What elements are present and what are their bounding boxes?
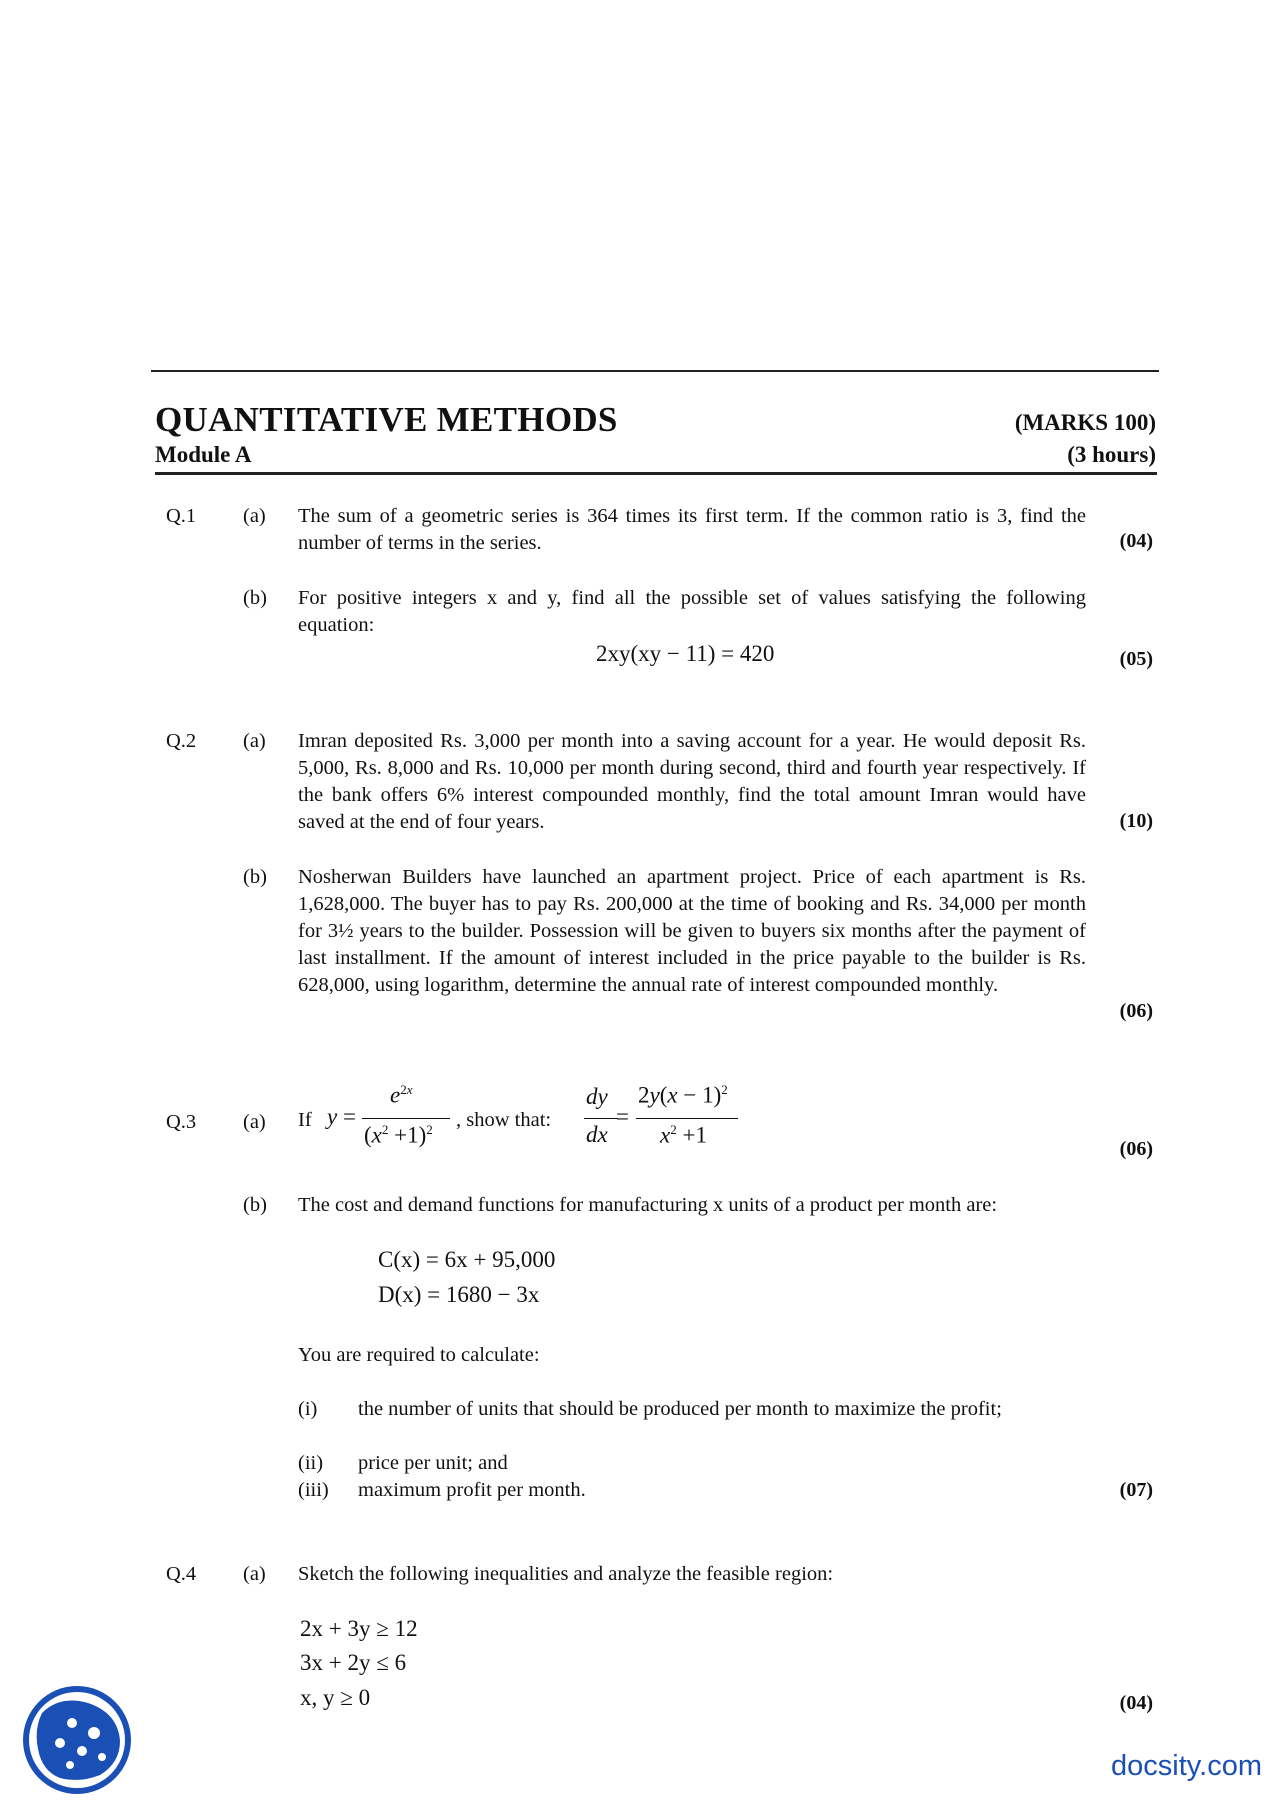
- q3a-dy: dy: [586, 1084, 608, 1109]
- q3a-rhs-bar: [636, 1118, 738, 1119]
- q3a-marks: (06): [1119, 1138, 1153, 1160]
- total-marks: (MARKS 100): [1014, 410, 1156, 435]
- q3b-label: (b): [243, 1194, 267, 1216]
- q3b-item-ii-text: price per unit; and: [358, 1452, 508, 1474]
- q3b-item-iii-label: (iii): [298, 1479, 329, 1501]
- q4a-inequality-1: 2x + 3y ≥ 12: [300, 1616, 418, 1641]
- q3a-lhs: y =: [327, 1104, 356, 1129]
- q3b-required: You are required to calculate:: [298, 1344, 540, 1366]
- brand-watermark[interactable]: docsity.com: [1111, 1750, 1262, 1782]
- q4a-label: (a): [243, 1563, 266, 1585]
- q3a-label: (a): [243, 1111, 266, 1133]
- q3a-dx: dx: [586, 1122, 608, 1147]
- q1a-label: (a): [243, 505, 266, 527]
- q3b-item-ii-label: (ii): [298, 1452, 324, 1474]
- q3b-demand-function: D(x) = 1680 − 3x: [378, 1282, 540, 1307]
- q2a-label: (a): [243, 730, 266, 752]
- q3b-text: The cost and demand functions for manufacturing x units of a product per month are:: [298, 1194, 998, 1216]
- q3b-marks: (07): [1119, 1479, 1153, 1501]
- q3a-equals: =: [616, 1104, 629, 1129]
- docsity-logo-icon: [20, 1683, 135, 1798]
- q3b-item-i-text: the number of units that should be produced per month to maximize the profit;: [358, 1398, 1002, 1420]
- q1b-equation: 2xy(xy − 11) = 420: [596, 641, 775, 666]
- q3a-fraction-bar: [362, 1118, 450, 1119]
- q3a-show-that: , show that:: [456, 1109, 552, 1131]
- q4a-inequality-2: 3x + 2y ≤ 6: [300, 1650, 407, 1675]
- q3-number: Q.3: [166, 1111, 197, 1133]
- q3a-rhs-denominator: $x^2 +1$: [660, 1122, 707, 1148]
- module-label: Module A: [155, 442, 252, 467]
- q4a-text: Sketch the following inequalities and analyze the feasible region:: [298, 1563, 834, 1585]
- q2-number: Q.2: [166, 730, 197, 752]
- q2a-marks: (10): [1119, 810, 1153, 832]
- q3a-denominator: $(x^2 +1)^2$: [364, 1122, 433, 1148]
- q3a-rhs-numerator: $2y(x - 1)^2$: [638, 1082, 728, 1108]
- q2b-marks: (06): [1119, 1000, 1153, 1022]
- q3b-item-iii-text: maximum profit per month.: [358, 1479, 586, 1501]
- q2b-label: (b): [243, 866, 267, 888]
- q3a-derivative: [584, 1084, 620, 1164]
- q3a-if: If: [298, 1109, 312, 1131]
- q3b-cost-function: C(x) = 6x + 95,000: [378, 1247, 556, 1272]
- q3a-numerator: $e^{2x}$: [390, 1082, 413, 1108]
- q3a-derivative-bar: [584, 1118, 618, 1119]
- q4a-inequality-3: x, y ≥ 0: [300, 1685, 371, 1710]
- q4a-marks: (04): [1119, 1692, 1153, 1714]
- duration: (3 hours): [1067, 442, 1156, 467]
- q1b-text: For positive integers x and y, find all the possible set of values satisfying the following equation:: [298, 587, 1086, 636]
- q1-number: Q.1: [166, 505, 197, 527]
- q1a-text: The sum of a geometric series is 364 times its first term. If the common ratio is 3, find the number of terms in the series.: [298, 505, 1086, 554]
- q1b-marks: (05): [1119, 648, 1153, 670]
- q3b-item-i-label: (i): [298, 1398, 318, 1420]
- q2a-text: Imran deposited Rs. 3,000 per month into a saving account for a year. He would deposit Rs. 5,000, Rs. 8,000 and Rs. 10,000 per month during second, third and fourth year respectively. If the bank offers 6% interest compounded monthly, find the total amount Imran would have saved at the end of four years.: [298, 730, 1086, 833]
- q3a-fraction-rhs: [636, 1082, 740, 1162]
- header-rule: [155, 472, 1157, 475]
- q3a-fraction-y: [362, 1082, 452, 1162]
- top-rule: [151, 370, 1159, 372]
- q1a-marks: (04): [1119, 530, 1153, 552]
- q2b-text: Nosherwan Builders have launched an apartment project. Price of each apartment is Rs. 1,628,000. The buyer has to pay Rs. 200,000 at the time of booking and Rs. 34,000 per month for 3½ years to the builder. Possession will be given to buyers six months after the payment of last installment. If the amount of interest included in the price payable to the builder is Rs. 628,000, using logarithm, determine the annual rate of interest compounded monthly.: [298, 866, 1086, 996]
- q1b-label: (b): [243, 587, 267, 609]
- paper-title: QUANTITATIVE METHODS: [155, 400, 618, 439]
- q4-number: Q.4: [166, 1563, 197, 1585]
